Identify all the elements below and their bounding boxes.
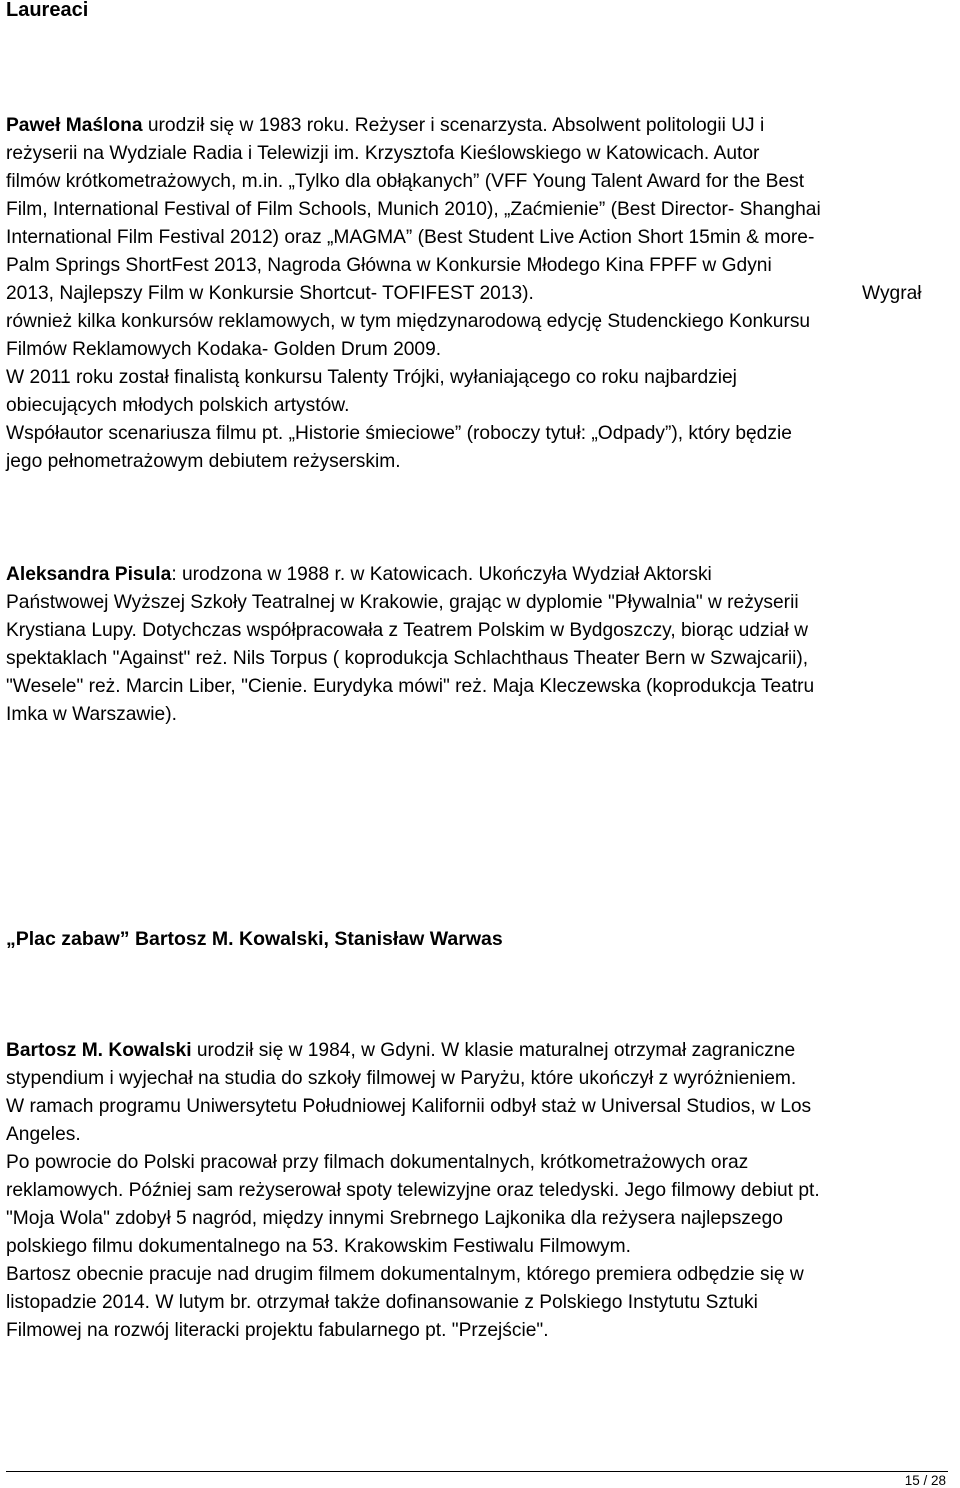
line-text: Angeles.	[6, 1124, 81, 1145]
line-text: Po powrocie do Polski pracował przy filmach dokumentalnych, krótkometrażowych oraz	[6, 1152, 749, 1173]
text-line	[6, 1263, 804, 1287]
text-line	[6, 142, 759, 166]
line-text: Filmów Reklamowych Kodaka- Golden Drum 2009.	[6, 339, 442, 360]
line-text: Krystiana Lupy. Dotychczas współpracowała z Teatrem Polskim w Bydgoszczy, biorąc udział w	[6, 620, 808, 641]
line-text: obiecujących młodych polskich artystów.	[6, 395, 350, 416]
line-text: urodził się w 1984, w Gdyni. W klasie maturalnej otrzymał zagraniczne	[191, 1040, 796, 1061]
line-text: urodził się w 1983 roku. Reżyser i scenarzysta. Absolwent politologii UJ i	[142, 115, 765, 136]
line-text: International Film Festival 2012) oraz „MAGMA” (Best Student Live Action Short 15min & more-	[6, 227, 815, 248]
text-line	[6, 282, 534, 306]
text-line	[6, 619, 808, 643]
line-text: Film, International Festival of Film Schools, Munich 2010), „Zaćmienie” (Best Director- Shanghai	[6, 199, 821, 220]
text-line	[6, 114, 764, 138]
line-text: filmów krótkometrażowych, m.in. „Tylko dla obłąkanych” (VFF Young Talent Award for the Best	[6, 171, 805, 192]
text-line	[6, 450, 401, 474]
section-title: „Plac zabaw” Bartosz M. Kowalski, Stanisław Warwas	[6, 928, 503, 950]
person-name: Paweł Maślona	[6, 115, 143, 136]
text-line	[6, 1039, 795, 1063]
text-line	[6, 310, 810, 334]
line-text: "Moja Wola" zdobył 5 nagród, między innymi Srebrnego Lajkonika dla reżysera najlepszego	[6, 1208, 783, 1229]
line-text: jego pełnometrażowym debiutem reżyserskim.	[6, 451, 401, 472]
text-line	[6, 394, 349, 418]
text-line	[6, 1207, 783, 1231]
text-line	[6, 366, 737, 390]
line-text: Filmowej na rozwój literacki projektu fabularnego pt. "Przejście".	[6, 1320, 549, 1341]
line-text: Współautor scenariusza filmu pt. „Historie śmieciowe” (roboczy tytuł: „Odpady”), który będzie	[6, 423, 792, 444]
page-number: 15 / 28	[904, 1473, 946, 1488]
text-line	[6, 1123, 81, 1147]
line-text: Bartosz obecnie pracuje nad drugim filmem dokumentalnym, którego premiera odbędzie się w	[6, 1264, 804, 1285]
text-line	[6, 254, 772, 278]
line-text: : urodzona w 1988 r. w Katowicach. Ukończyła Wydział Aktorski	[171, 564, 712, 585]
line-text: W 2011 roku został finalistą konkursu Talenty Trójki, wyłaniającego co roku najbardziej	[6, 367, 737, 388]
page-heading: Laureaci	[6, 0, 89, 21]
footer-rule	[6, 1471, 948, 1472]
text-line	[6, 226, 814, 250]
text-line	[6, 338, 441, 362]
line-text: reżyserii na Wydziale Radia i Telewizji im. Krzysztofa Kieślowskiego w Katowicach. Autor	[6, 143, 760, 164]
text-line	[6, 422, 792, 446]
text-line	[6, 1179, 820, 1203]
line-text: W ramach programu Uniwersytetu Południowej Kalifornii odbył staż w Universal Studios, w Los	[6, 1096, 812, 1117]
line-text: listopadzie 2014. W lutym br. otrzymał także dofinansowanie z Polskiego Instytutu Sztuki	[6, 1292, 758, 1313]
line-text: 2013, Najlepszy Film w Konkursie Shortcut- TOFIFEST 2013).	[6, 283, 534, 304]
text-line	[6, 563, 712, 587]
text-line	[6, 198, 821, 222]
line-text: Palm Springs ShortFest 2013, Nagroda Główna w Konkursie Młodego Kina FPFF w Gdyni	[6, 255, 772, 276]
line-text: "Wesele" reż. Marcin Liber, "Cienie. Eurydyka mówi" reż. Maja Kleczewska (koprodukcja Teatru	[6, 676, 815, 697]
line-text: spektaklach "Against" reż. Nils Torpus ( koprodukcja Schlachthaus Theater Bern w Szwajcarii),	[6, 648, 809, 669]
text-line	[6, 1151, 748, 1175]
text-line	[6, 703, 177, 727]
person-name: Bartosz M. Kowalski	[6, 1040, 192, 1061]
line-text: Państwowej Wyższej Szkoły Teatralnej w Krakowie, grając w dyplomie "Pływalnia" w reżyserii	[6, 592, 799, 613]
text-line	[6, 1291, 758, 1315]
line-text: również kilka konkursów reklamowych, w tym międzynarodową edycję Studenckiego Konkursu	[6, 311, 811, 332]
line-text: stypendium i wyjechał na studia do szkoły filmowej w Paryżu, które ukończył z wyróżnieniem.	[6, 1068, 797, 1089]
text-line	[6, 675, 814, 699]
text-line	[6, 1235, 631, 1259]
line-text: Imka w Warszawie).	[6, 704, 177, 725]
text-line	[6, 1067, 796, 1091]
text-line	[6, 1095, 811, 1119]
person-name: Aleksandra Pisula	[6, 564, 172, 585]
text-line	[6, 591, 799, 615]
text-line	[6, 647, 808, 671]
line-tail-text: Wygrał	[862, 283, 922, 304]
line-text: polskiego filmu dokumentalnego na 53. Krakowskim Festiwalu Filmowym.	[6, 1236, 631, 1257]
text-line	[6, 170, 804, 194]
text-line	[6, 1319, 549, 1343]
line-text: reklamowych. Później sam reżyserował spoty telewizyjne oraz teledyski. Jego filmowy debiut pt.	[6, 1180, 820, 1201]
